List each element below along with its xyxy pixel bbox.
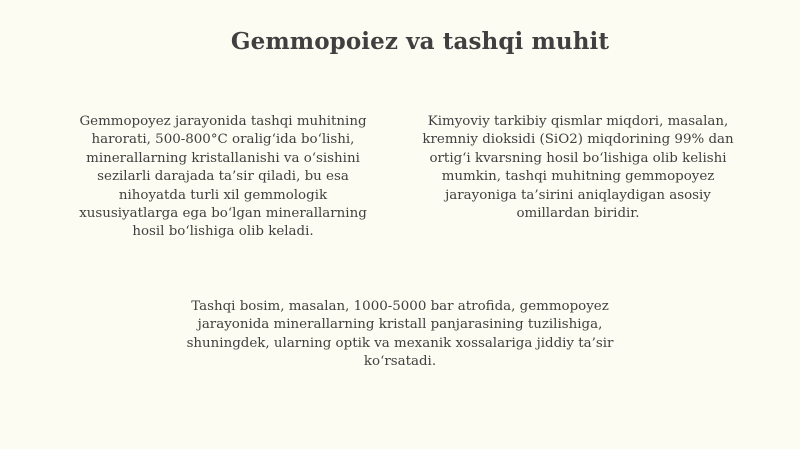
paragraph-temperature: Gemmopoyez jarayonida tashqi muhitning harorati, 500-800°C oralig‘ida bo‘lishi, minerallarning kristallanishi va o‘sishini sezilarli darajada ta’sir qiladi, bu esa nihoyatda turli xil gemmologik xususiyatlarga ega bo‘lgan minerallarning hosil bo‘lishiga olib keladi.	[79, 114, 367, 240]
paragraph-chemical-composition: Kimyoviy tarkibiy qismlar miqdori, masalan, kremniy dioksidi (SiO2) miqdorining 99% dan ortig‘i kvarsning hosil bo‘lishiga olib kelishi mumkin, tashqi muhitning gemmopoyez jarayoniga ta’sirini aniqlaydigan asosiy omillardan biridir.	[422, 114, 734, 222]
slide-title: Gemmopoiez va tashqi muhit	[230, 28, 610, 55]
paragraph-pressure: Tashqi bosim, masalan, 1000-5000 bar atrofida, gemmopoyez jarayonida minerallarning kristall panjarasining tuzilishiga, shuningdek, ularning optik va mexanik xossalariga jiddiy ta’sir ko‘rsatadi.	[186, 299, 614, 370]
